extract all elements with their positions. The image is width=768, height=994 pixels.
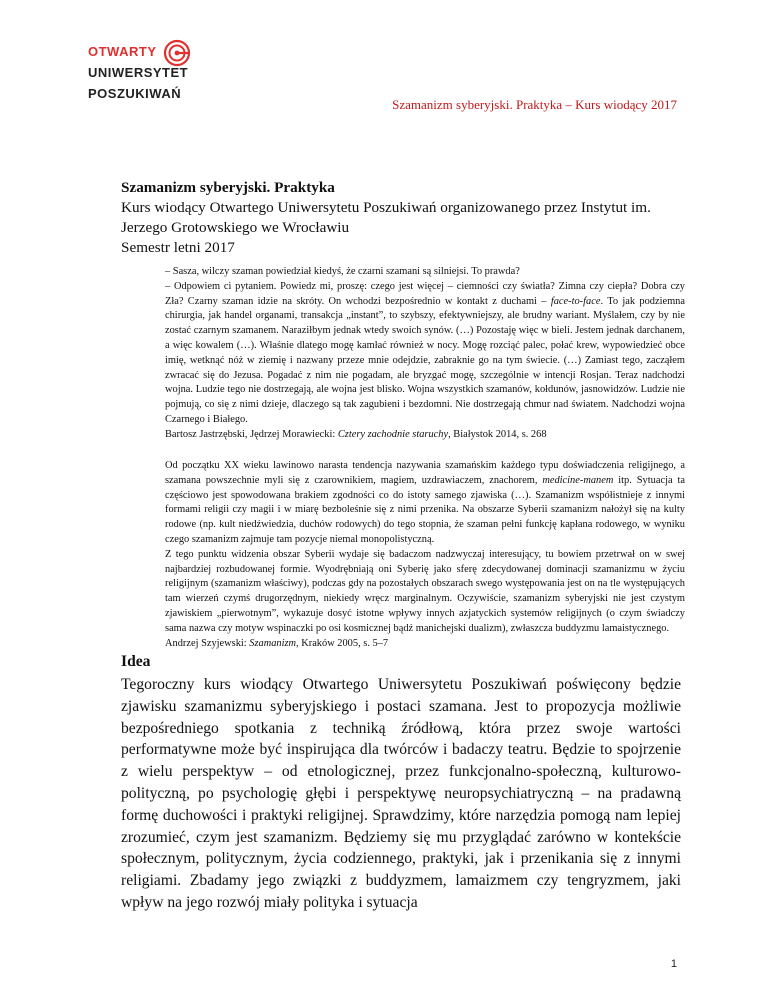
quote1-paragraph-2: [165, 280, 685, 428]
logo-swirl-icon: [162, 38, 192, 68]
quote2-source-authors: Andrzej Szyjewski:: [165, 637, 250, 649]
quote2-source-rest: , Kraków 2005, s. 5–7: [296, 637, 389, 649]
quote1-source-authors: Bartosz Jastrzębski, Jędrzej Morawiecki:: [165, 428, 338, 440]
quote1-text-c: . To jak podziemna chirurgia, jak handel organami, transakcja „instant”, to szybszy, efektywniejszy, ale brudny wariant. Myślałem, czy by nie zostać czarnym szamanem. Naraziłbym jednak wtedy swoich synów. (…) Pozostaję więc w bieli. Jestem jednak darchanem, a więc kowalem (…). Właśnie dlatego mogę kamłać również w nocy. Mogę rozciąć palec, połać krew, wypowiedzieć obce imię, wetknąć nóż w ziemię i nazwany przeze mnie odejdzie, zabraknie go na tym świecie. (…) Zamiast tego, zacząłem zwracać się do Jezusa. Pogadać z nim nie pogadam, ale bryzgać mogę, szczególnie w intencji Rosjan. Teraz nadchodzi wojna. Ludzie tego nie dostrzegają, ale wojna jest blisko. Wojna wszystkich szamanów, kołdunów, jasnowidzów. Ludzie nie pojmują, co się z nimi dzieje, dlaczego są tak zagubieni i bezdomni. Nie dostrzegają chmur nad światem. Nadchodzi wojna Czarnego i Białego.: [165, 295, 685, 425]
quote1-source-rest: , Białystok 2014, s. 268: [448, 428, 547, 440]
quote1-text-a: – Odpowiem ci pytaniem. Powiedz mi, proszę: czego jest więcej – ciemności czy światła? Zimna czy ciepła? Dobra czy Zła? Czarny szaman idzie na skróty. On wchodzi bezpośrednio w kontakt z duchami –: [165, 280, 685, 307]
quote1-source-title: Cztery zachodnie staruchy: [337, 428, 449, 440]
logo-line-1: OTWARTY: [88, 44, 157, 59]
institute-line: Jerzego Grotowskiego we Wrocławiu: [121, 219, 350, 236]
idea-paragraph: Tegoroczny kurs wiodący Otwartego Uniwersytetu Poszukiwań poświęcony będzie zjawisku szamanizmu syberyjskiego i postaci szamana. Jest to propozycja możliwie bezpośredniego spotkania z techniką źródłową, która przez swoje wartości performatywne może być inspirująca dla twórców i badaczy teatru. Będzie to spojrzenie z wielu perspektyw – od etnologicznej, przez funkcjonalno-społeczną, kulturowo-polityczną, po psychologię głębi i perspektywę neuropsychiatryczną – na pradawną formę duchowości i praktyki religijnej. Sprawdzimy, które narzędzia pomogą nam lepiej zrozumieć, czym jest szamanizm. Będziemy się mu przyglądać zarówno w kontekście społecznym, politycznym, życia codziennego, praktyki, jak i przenikania się z innymi religiami. Zbadamy jego związki z buddyzmem, lamaizmem czy tengryzmem, jaki wpływ na jego rozwój miały polityka i sytuacja: [121, 676, 681, 911]
ou-logo: [88, 42, 238, 112]
quote2-paragraph-2: Z tego punktu widzenia obszar Syberii wydaje się badaczom nadzwyczaj interesujący, tu bowiem przetrwał on w swej najbardziej rozbudowanej formie. Wyodrębniają oni Syberię jako sferę zdecydowanej dominacji szamanizmu w życiu religijnym (szamanizm właściwy), podczas gdy na pozostałych obszarach swego występowania jest on na tle występujących tam wierzeń czymś drugorzędnym, niekiedy wręcz marginalnym. Oczywiście, szamanizm syberyjski nie jest czystym zjawiskiem „pierwotnym”, wykazuje dosyć istotne wpływy innych azjatyckich systemów religijnych (o czym świadczy sama nazwa czy motyw wspinaczki po osi kosmicznej bądź manichejski dualizm), zwłaszcza buddyzmu lamaistycznego.: [165, 548, 685, 634]
quote1-italic-term: face-to-face: [550, 295, 601, 307]
quote1-paragraph-1: – Sasza, wilczy szaman powiedział kiedyś, że czarni szamani są silniejsi. To prawda?: [165, 266, 520, 277]
quote2-paragraph-1: [165, 459, 685, 548]
idea-section: [121, 652, 681, 914]
epigraph-quote-1: [165, 265, 685, 443]
semester-line: Semestr letni 2017: [121, 239, 235, 256]
page-number: 1: [670, 958, 677, 970]
quote2-italic-term: medicine-manem: [542, 474, 614, 486]
quote2-text-c: itp. Sytuacja ta częściowo jest spowodowana brakiem zgodności co do istoty samego zjawiska (…). Szamanizm współistnieje z innymi formami religii czy magii i w miarę bezboleśnie się z nimi przenika. Na obszarze Syberii szamanizm nałożył się na kulty rodowe (np. kult niedźwiedzia, duchów rodowych) do tego stopnia, że szaman pełni funkcję kapłana rodowego, w wyniku czego szamanizm zajmuje tam pozycje niemal monopolistyczną.: [165, 474, 685, 545]
epigraph-quote-2: [165, 459, 685, 651]
quote2-text-a: Od początku XX wieku lawinowo narasta tendencja nazywania szamańskim każdego typu doświadczenia religijnego, a szamana powszechnie myli się z czarownikiem, magiem, uzdrawiaczem, znachorem,: [165, 460, 685, 486]
quote1-source: [165, 428, 685, 443]
course-description-line: Kurs wiodący Otwartego Uniwersytetu Poszukiwań organizowanego przez Instytut im.: [121, 199, 651, 216]
title-block: [121, 178, 661, 258]
running-header: Szamanizm syberyjski. Praktyka – Kurs wiodący 2017: [392, 97, 677, 112]
logo-line-2: UNIWERSYTET: [88, 65, 189, 80]
quote2-source-title: Szamanizm: [249, 637, 297, 649]
quote2-source: [165, 637, 685, 652]
document-title: Szamanizm syberyjski. Praktyka: [121, 179, 335, 196]
logo-line-3: POSZUKIWAŃ: [88, 86, 182, 101]
idea-heading: Idea: [121, 653, 151, 670]
